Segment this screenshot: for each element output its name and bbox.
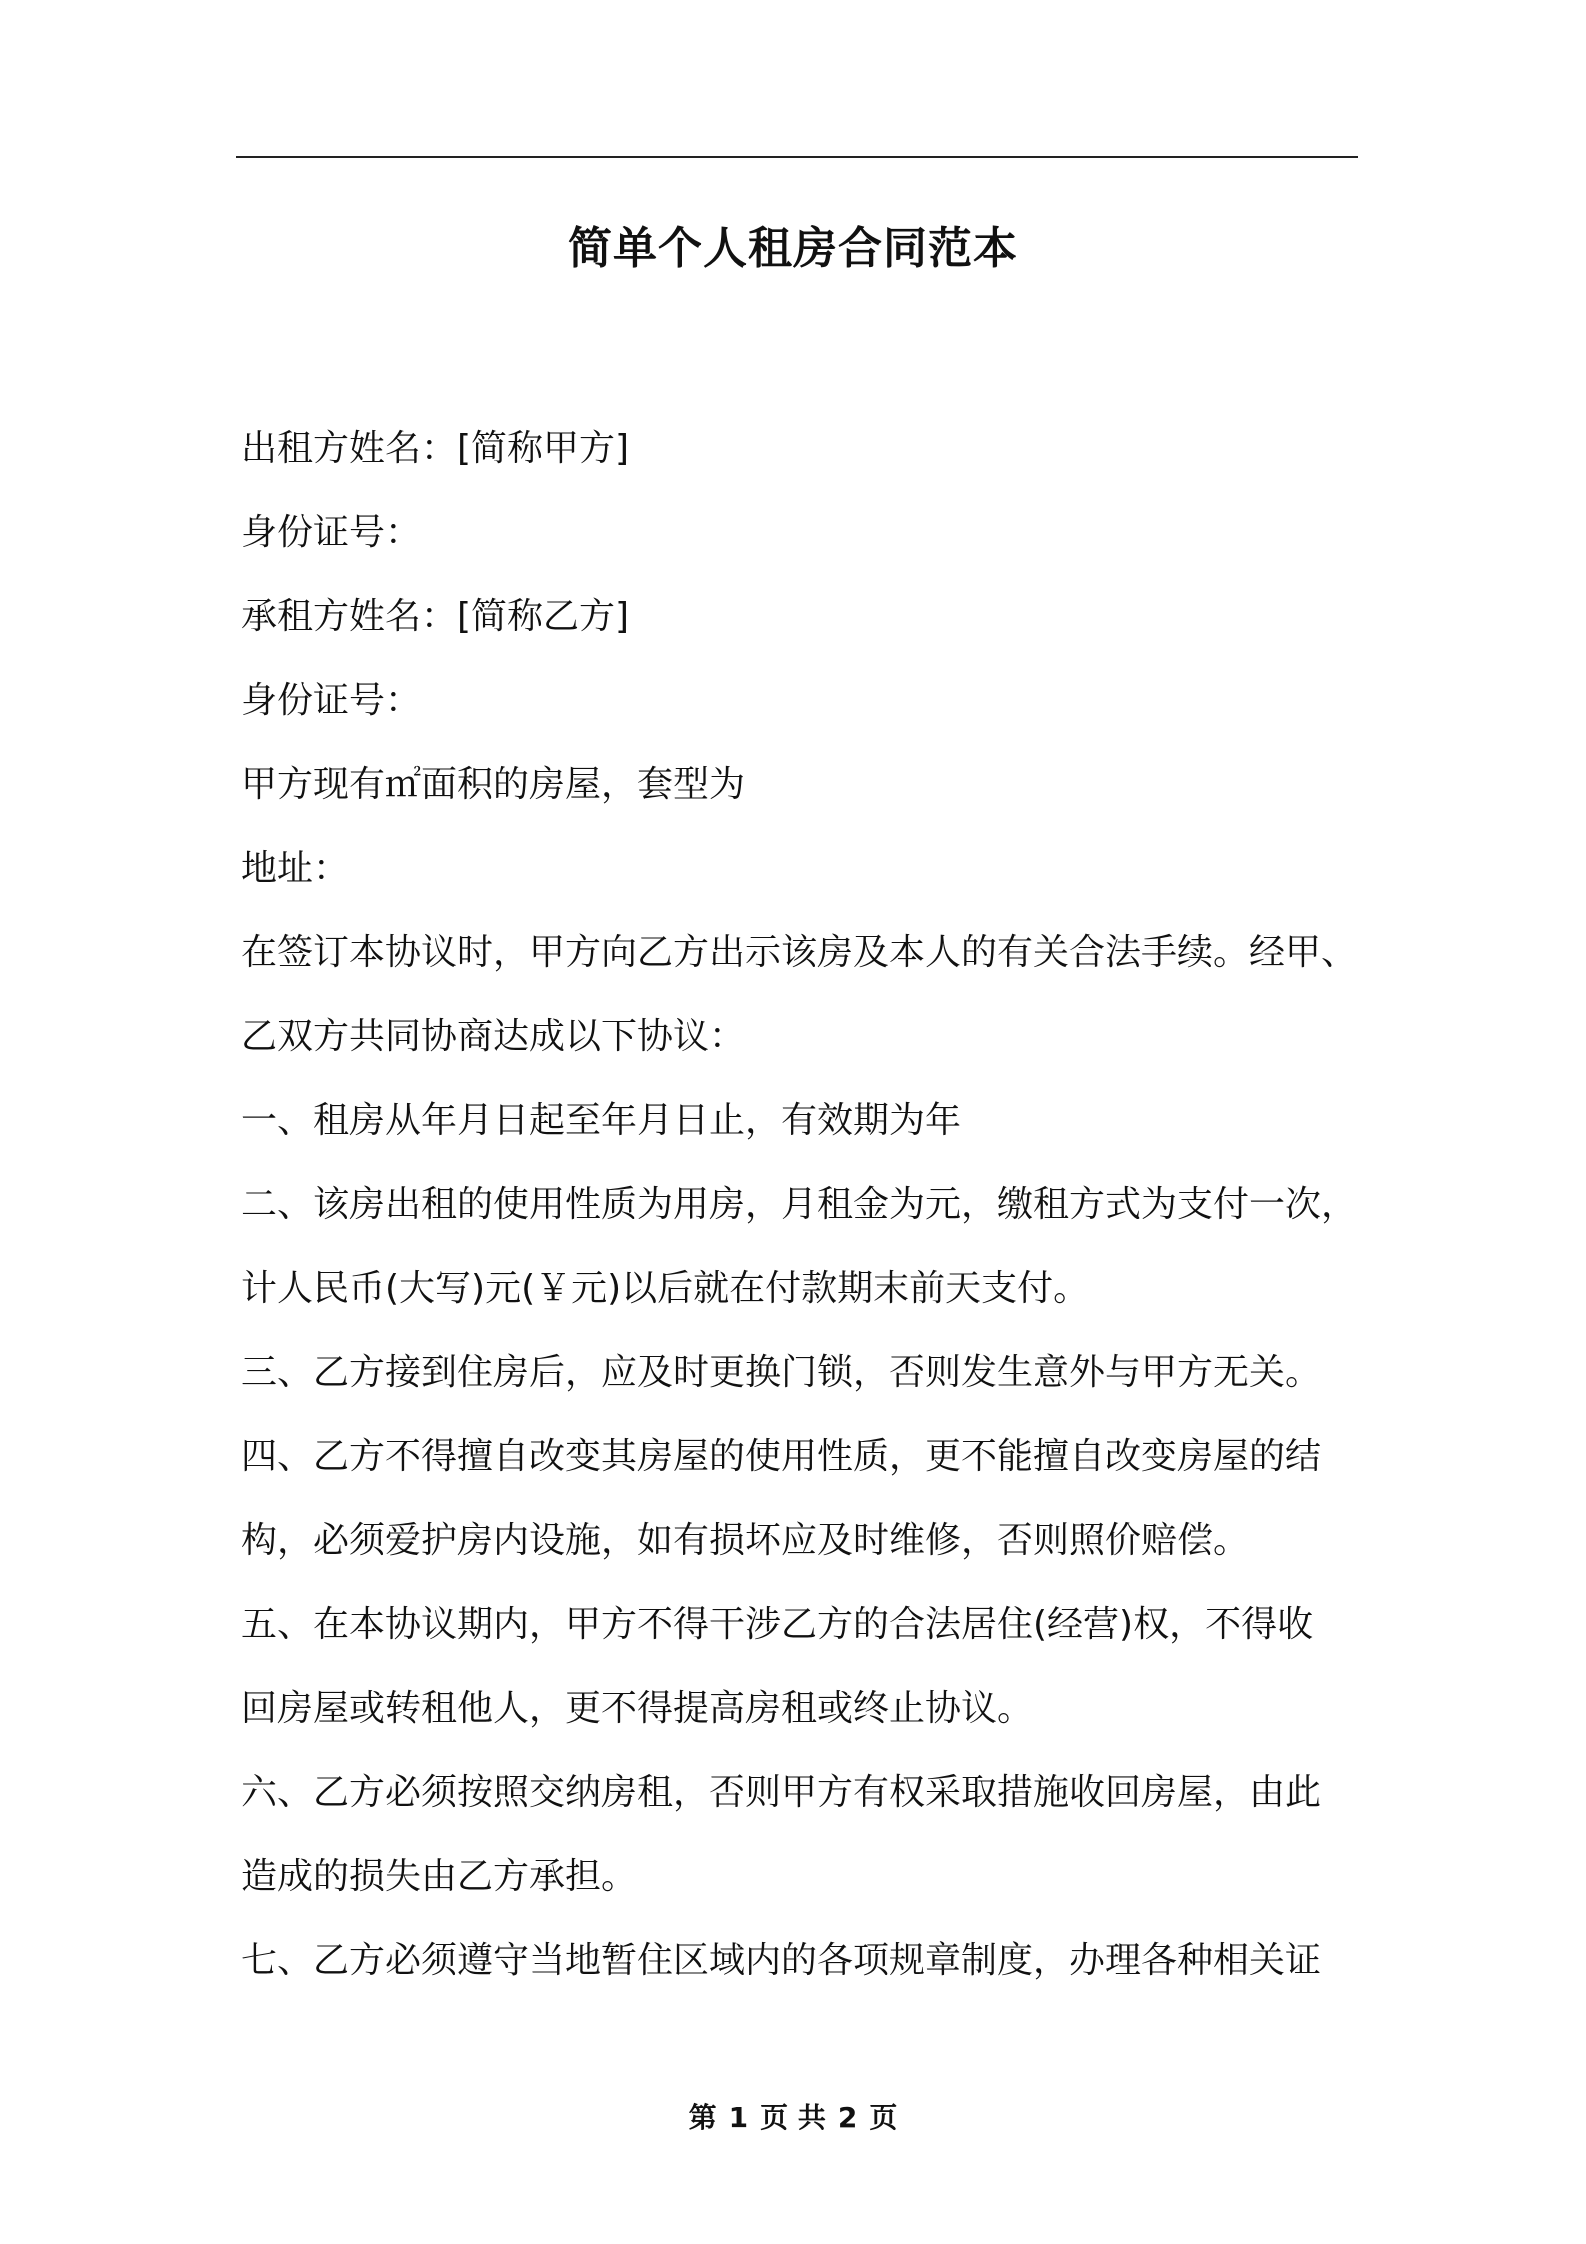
- footer-suffix: 页: [869, 2101, 898, 2134]
- preamble-line-2: 乙双方共同协商达成以下协议：: [241, 1016, 746, 1057]
- clause-7-line-1: 七、乙方必须遵守当地暂住区域内的各项规章制度，办理各种相关证: [241, 1940, 1322, 1981]
- page-footer: [0, 2096, 1586, 2136]
- clause-5-line-1: 五、在本协议期内，甲方不得干涉乙方的合法居住(经营)权，不得收: [241, 1604, 1314, 1645]
- clause-6-line-2: 造成的损失由乙方承担。: [241, 1856, 638, 1897]
- clause-1-line: 一、租房从年月日起至年月日止，有效期为年: [241, 1100, 962, 1141]
- lessee-id-line: 身份证号：: [241, 680, 422, 721]
- clause-2-line-1: 二、该房出租的使用性质为用房，月租金为元，缴租方式为支付一次，: [241, 1184, 1358, 1225]
- header-rule: [236, 156, 1358, 158]
- footer-middle: 页 共: [760, 2101, 826, 2134]
- clause-2-line-2: 计人民币(大写)元(￥元)以后就在付款期末前天支付。: [241, 1268, 1090, 1309]
- lessor-id-line: 身份证号：: [241, 512, 422, 553]
- preamble-line-1: 在签订本协议时，甲方向乙方出示该房及本人的有关合法手续。经甲、: [241, 932, 1358, 973]
- property-area-line: 甲方现有㎡面积的房屋，套型为: [241, 764, 746, 805]
- footer-prefix: 第: [688, 2101, 717, 2134]
- address-line: 地址：: [241, 848, 350, 889]
- lessee-name-line: 承租方姓名：[简称乙方]: [241, 596, 630, 637]
- lessor-name-line: 出租方姓名：[简称甲方]: [241, 428, 630, 469]
- clause-3-line: 三、乙方接到住房后，应及时更换门锁，否则发生意外与甲方无关。: [241, 1352, 1322, 1393]
- clause-6-line-1: 六、乙方必须按照交纳房租，否则甲方有权采取措施收回房屋，由此: [241, 1772, 1322, 1813]
- document-body: [241, 407, 1361, 2003]
- footer-current-page: 1: [728, 2101, 749, 2134]
- footer-total-pages: 2: [837, 2101, 858, 2134]
- clause-5-line-2: 回房屋或转租他人，更不得提高房租或终止协议。: [241, 1688, 1034, 1729]
- document-title: 简单个人租房合同范本: [568, 223, 1018, 274]
- clause-4-line-2: 构，必须爱护房内设施，如有损坏应及时维修，否则照价赔偿。: [241, 1520, 1250, 1561]
- clause-4-line-1: 四、乙方不得擅自改变其房屋的使用性质，更不能擅自改变房屋的结: [241, 1436, 1322, 1477]
